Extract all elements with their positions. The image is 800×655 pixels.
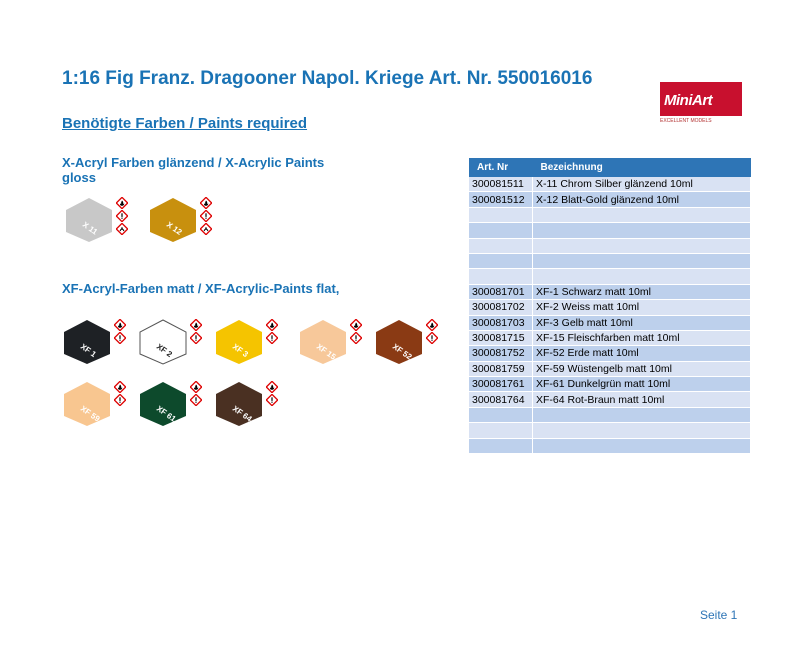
- page-number: Seite 1: [700, 608, 738, 622]
- table-row: [469, 438, 751, 453]
- paint-code-label: X 11: [80, 220, 100, 237]
- table-row: [469, 284, 751, 299]
- paint-swatch: [136, 380, 211, 430]
- cell-art-nr: [469, 253, 533, 268]
- paints-required-heading: Benötigte Farben / Paints required: [62, 115, 308, 132]
- cell-description: [533, 407, 751, 422]
- paint-code-label: XF 52: [390, 342, 414, 362]
- header-description: Bezeichnung: [533, 158, 751, 177]
- cell-art-nr: 300081701: [469, 284, 533, 299]
- table-row: [469, 361, 751, 376]
- document-title: 1:16 Fig Franz. Dragooner Napol. Kriege Art. Nr. 550016016: [62, 68, 593, 89]
- cell-art-nr: 300081759: [469, 361, 533, 376]
- paint-swatch: [212, 318, 287, 368]
- table-row: [469, 192, 751, 207]
- table-row: [469, 330, 751, 345]
- cell-description: XF-1 Schwarz matt 10ml: [533, 284, 751, 299]
- health-hazard-icon: [200, 222, 212, 240]
- warning-hazard-icon: [426, 331, 438, 349]
- health-hazard-icon: [116, 222, 128, 240]
- cell-art-nr: [469, 207, 533, 222]
- cell-description: XF-61 Dunkelgrün matt 10ml: [533, 377, 751, 392]
- table-row: [469, 377, 751, 392]
- cell-art-nr: 300081761: [469, 377, 533, 392]
- cell-description: XF-2 Weiss matt 10ml: [533, 300, 751, 315]
- table-row: [469, 177, 751, 192]
- paint-swatch: [296, 318, 371, 368]
- cell-description: XF-52 Erde matt 10ml: [533, 346, 751, 361]
- paint-swatch: [62, 196, 137, 246]
- cell-art-nr: 300081752: [469, 346, 533, 361]
- cell-description: XF-59 Wüstengelb matt 10ml: [533, 361, 751, 376]
- cell-art-nr: [469, 223, 533, 238]
- cell-art-nr: 300081764: [469, 392, 533, 407]
- warning-hazard-icon: [190, 331, 202, 349]
- cell-description: [533, 423, 751, 438]
- cell-art-nr: [469, 269, 533, 284]
- table-row: [469, 423, 751, 438]
- cell-art-nr: 300081511: [469, 177, 533, 192]
- cell-art-nr: [469, 407, 533, 422]
- cell-description: XF-15 Fleischfarben matt 10ml: [533, 330, 751, 345]
- xf-acrylic-heading: XF-Acryl-Farben matt / XF-Acrylic-Paints flat,: [62, 281, 340, 296]
- cell-art-nr: [469, 238, 533, 253]
- cell-description: [533, 253, 751, 268]
- paints-table: [469, 158, 751, 454]
- cell-art-nr: 300081512: [469, 192, 533, 207]
- cell-art-nr: 300081702: [469, 300, 533, 315]
- paint-code-label: XF 64: [230, 404, 254, 424]
- table-row: [469, 269, 751, 284]
- table-header-row: [469, 158, 751, 177]
- table-row: [469, 315, 751, 330]
- cell-art-nr: [469, 423, 533, 438]
- paint-code-label: XF 1: [78, 342, 98, 360]
- table-row: [469, 300, 751, 315]
- logo-text: MiniArt: [664, 92, 713, 109]
- paint-code-label: XF 59: [78, 404, 102, 424]
- cell-description: X-11 Chrom Silber glänzend 10ml: [533, 177, 751, 192]
- cell-description: XF-3 Gelb matt 10ml: [533, 315, 751, 330]
- paint-swatch: [372, 318, 447, 368]
- paint-swatch: [60, 380, 135, 430]
- warning-hazard-icon: [190, 393, 202, 411]
- paint-code-label: XF 61: [154, 404, 178, 424]
- table-row: [469, 238, 751, 253]
- table-row: [469, 207, 751, 222]
- table-row: [469, 253, 751, 268]
- header-art-nr: Art. Nr: [469, 158, 533, 177]
- paint-swatch: [146, 196, 221, 246]
- x-acrylic-heading: X-Acryl Farben glänzend / X-Acrylic Paints gloss: [62, 155, 325, 185]
- table-row: [469, 346, 751, 361]
- cell-description: [533, 238, 751, 253]
- paint-code-label: X 12: [164, 220, 184, 237]
- cell-art-nr: 300081703: [469, 315, 533, 330]
- warning-hazard-icon: [266, 393, 278, 411]
- warning-hazard-icon: [350, 331, 362, 349]
- cell-art-nr: 300081715: [469, 330, 533, 345]
- table-row: [469, 407, 751, 422]
- paint-code-label: XF 3: [230, 342, 250, 360]
- cell-description: [533, 223, 751, 238]
- warning-hazard-icon: [266, 331, 278, 349]
- cell-description: X-12 Blatt-Gold glänzend 10ml: [533, 192, 751, 207]
- cell-description: [533, 269, 751, 284]
- paint-code-label: XF 15: [314, 342, 338, 362]
- paint-swatch: [136, 318, 211, 368]
- warning-hazard-icon: [114, 393, 126, 411]
- miniart-logo: [660, 82, 742, 124]
- paint-code-label: XF 2: [154, 342, 174, 360]
- paint-swatch: [60, 318, 135, 368]
- table-row: [469, 223, 751, 238]
- cell-description: XF-64 Rot-Braun matt 10ml: [533, 392, 751, 407]
- logo-tagline: EXCELLENT MODELS: [660, 118, 712, 124]
- warning-hazard-icon: [114, 331, 126, 349]
- cell-art-nr: [469, 438, 533, 453]
- paint-swatch: [212, 380, 287, 430]
- cell-description: [533, 207, 751, 222]
- table-row: [469, 392, 751, 407]
- cell-description: [533, 438, 751, 453]
